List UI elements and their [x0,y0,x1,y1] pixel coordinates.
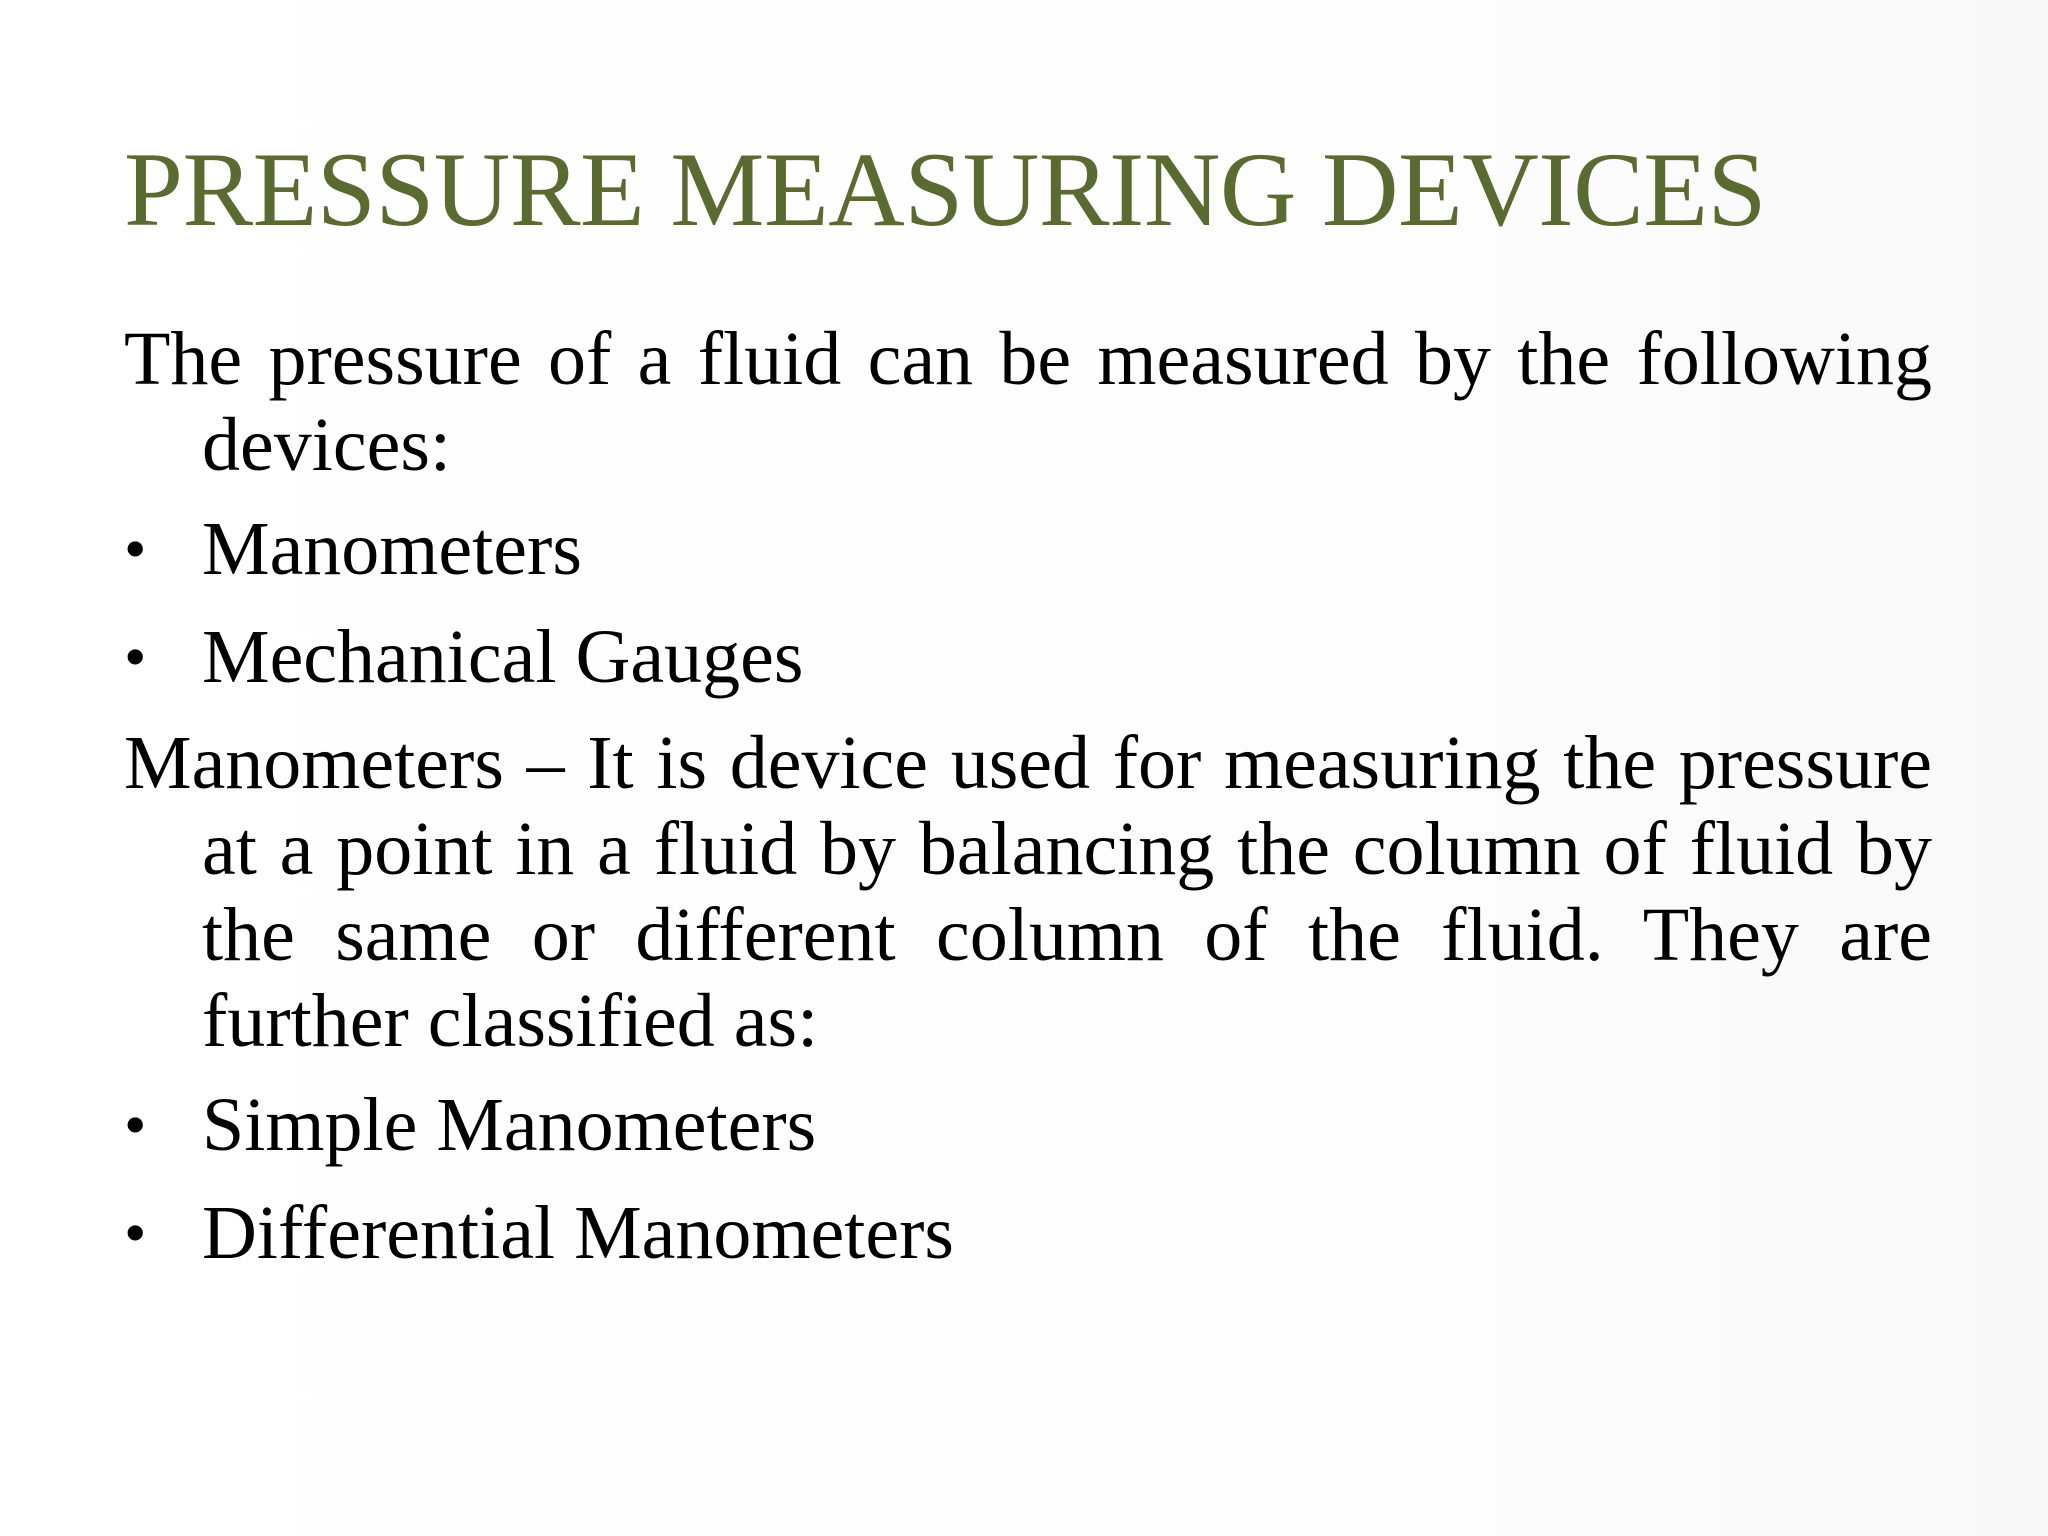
bullet-item-simple-manometers [124,1082,1932,1168]
bullet-label: Manometers [202,507,582,591]
slide-title: PRESSURE MEASURING DEVICES [124,131,1767,248]
bullet-item-mechanical-gauges [124,614,1932,700]
bullet-label: Simple Manometers [202,1083,817,1167]
bullet-marker: • [124,1197,147,1268]
bullet-marker: • [124,513,147,584]
bullet-item-manometers [124,506,1932,592]
bullet-label: Differential Manometers [202,1191,954,1275]
bullet-marker: • [124,621,147,692]
bullet-label: Mechanical Gauges [202,615,804,699]
bullet-item-differential-manometers [124,1190,1932,1276]
intro-paragraph: The pressure of a fluid can be measured by the following devices: [124,317,1932,487]
definition-paragraph: Manometers – It is device used for measuring the pressure at a point in a fluid by balancing the column of fluid by the same or different column of the fluid. They are further classified as: [124,721,1932,1063]
bullet-marker: • [124,1089,147,1160]
slide-body [124,316,1932,1298]
